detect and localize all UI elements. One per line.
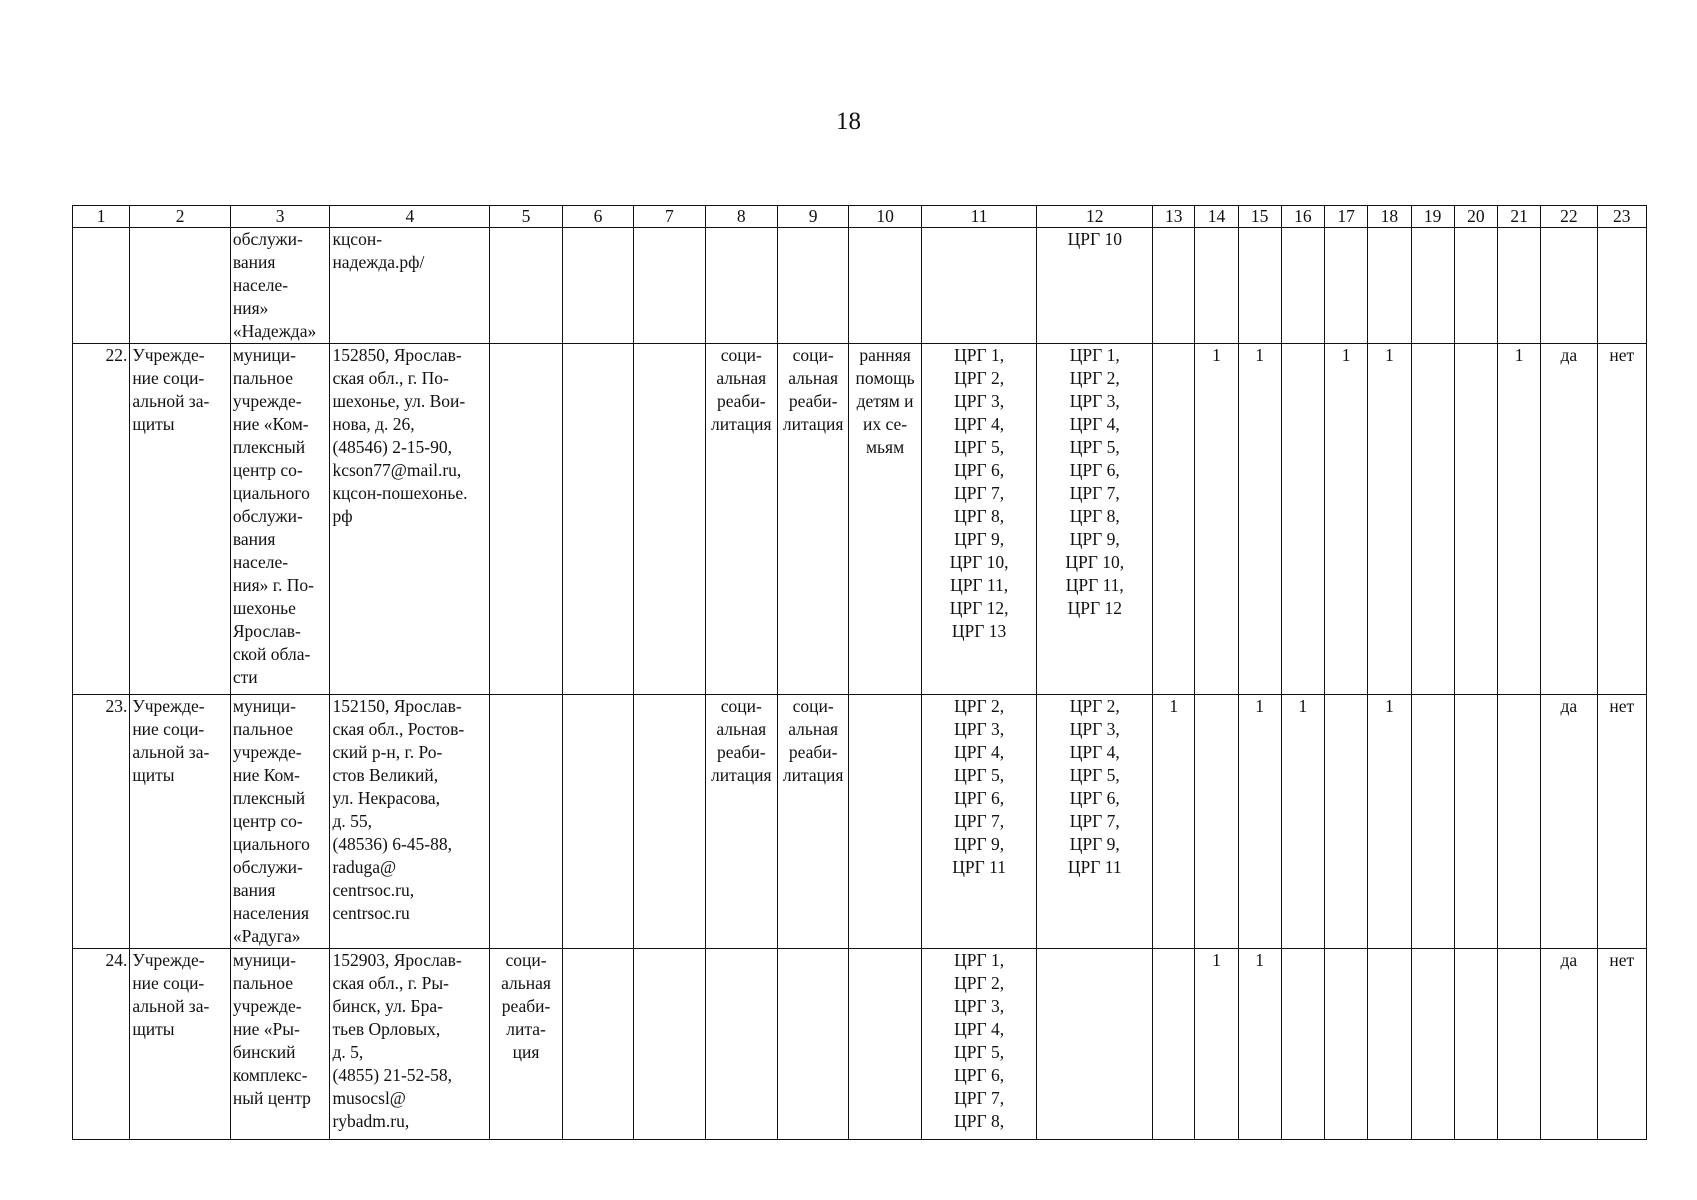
cell-col14: 1: [1195, 949, 1238, 1140]
cell-col8: соци- альная реаби- литация: [705, 695, 777, 949]
cell-col14: 1: [1195, 344, 1238, 695]
cell-col5: [490, 344, 562, 695]
column-number: 1: [73, 206, 130, 228]
cell-number: [73, 228, 130, 344]
cell-col17: [1325, 949, 1368, 1140]
cell-col13: 1: [1153, 695, 1195, 949]
cell-col6: [562, 949, 633, 1140]
cell-address: 152903, Ярослав- ская обл., г. Ры- бинск, ул. Бра- тьев Орловых, д. 5, (4855) 21-52-58, musocsl@ rybadm.ru,: [330, 949, 490, 1140]
cell-groups-12: ЦРГ 2, ЦРГ 3, ЦРГ 4, ЦРГ 5, ЦРГ 6, ЦРГ 7, ЦРГ 9, ЦРГ 11: [1037, 695, 1153, 949]
cell-col22: [1541, 228, 1597, 344]
cell-col10: [849, 949, 921, 1140]
cell-col22: да: [1541, 949, 1597, 1140]
cell-organization: муници- пальное учрежде- ние Ком- плексный центр со- циального обслужи- вания населения «Радуга»: [230, 695, 330, 949]
cell-col21: 1: [1497, 344, 1540, 695]
cell-col6: [562, 695, 633, 949]
cell-type: Учрежде- ние соци- альной за- щиты: [130, 949, 231, 1140]
cell-col15: 1: [1238, 344, 1281, 695]
column-number: 23: [1597, 206, 1646, 228]
cell-col8: [705, 228, 777, 344]
column-number: 22: [1541, 206, 1597, 228]
cell-groups-11: ЦРГ 2, ЦРГ 3, ЦРГ 4, ЦРГ 5, ЦРГ 6, ЦРГ 7, ЦРГ 9, ЦРГ 11: [921, 695, 1037, 949]
cell-col17: [1325, 695, 1368, 949]
cell-col7: [634, 228, 705, 344]
cell-col18: [1368, 949, 1411, 1140]
column-number: 14: [1195, 206, 1238, 228]
cell-groups-11: [921, 228, 1037, 344]
column-number: 16: [1281, 206, 1324, 228]
column-number: 2: [130, 206, 231, 228]
column-number: 17: [1325, 206, 1368, 228]
cell-col19: [1411, 344, 1454, 695]
page-number: 18: [836, 108, 861, 135]
column-number: 3: [230, 206, 330, 228]
cell-col5: [490, 695, 562, 949]
cell-col18: 1: [1368, 695, 1411, 949]
cell-number: 23.: [73, 695, 130, 949]
cell-col18: [1368, 228, 1411, 344]
cell-col22: да: [1541, 695, 1597, 949]
cell-col17: 1: [1325, 344, 1368, 695]
column-number: 9: [777, 206, 848, 228]
cell-col15: 1: [1238, 695, 1281, 949]
cell-address: 152850, Ярослав- ская обл., г. По- шехонье, ул. Вои- нова, д. 26, (48546) 2-15-90, kcson77@mail.ru, кцсон-пошехонье. рф: [330, 344, 490, 695]
cell-col23: [1597, 228, 1646, 344]
column-number: 20: [1454, 206, 1497, 228]
cell-groups-12: [1037, 949, 1153, 1140]
cell-col9: соци- альная реаби- литация: [777, 695, 848, 949]
cell-col16: [1281, 228, 1324, 344]
cell-number: 22.: [73, 344, 130, 695]
table-row: [73, 949, 1647, 1140]
cell-col10: [849, 695, 921, 949]
cell-col14: [1195, 228, 1238, 344]
column-number: 13: [1153, 206, 1195, 228]
cell-col20: [1454, 695, 1497, 949]
cell-col19: [1411, 695, 1454, 949]
cell-col20: [1454, 344, 1497, 695]
cell-col6: [562, 344, 633, 695]
cell-col22: да: [1541, 344, 1597, 695]
cell-col10: [849, 228, 921, 344]
column-number: 11: [921, 206, 1037, 228]
cell-address: кцсон- надежда.рф/: [330, 228, 490, 344]
column-number: 19: [1411, 206, 1454, 228]
table-row-continuation: [73, 228, 1647, 344]
cell-col16: [1281, 949, 1324, 1140]
cell-groups-11: ЦРГ 1, ЦРГ 2, ЦРГ 3, ЦРГ 4, ЦРГ 5, ЦРГ 6, ЦРГ 7, ЦРГ 8,: [921, 949, 1037, 1140]
cell-col9: [777, 949, 848, 1140]
column-number-row: [73, 206, 1647, 228]
cell-col13: [1153, 228, 1195, 344]
cell-groups-11: ЦРГ 1, ЦРГ 2, ЦРГ 3, ЦРГ 4, ЦРГ 5, ЦРГ 6, ЦРГ 7, ЦРГ 8, ЦРГ 9, ЦРГ 10, ЦРГ 11, ЦРГ 12, ЦРГ 13: [921, 344, 1037, 695]
cell-col23: нет: [1597, 949, 1646, 1140]
cell-col21: [1497, 949, 1540, 1140]
cell-col15: [1238, 228, 1281, 344]
cell-col18: 1: [1368, 344, 1411, 695]
cell-groups-12: ЦРГ 10: [1037, 228, 1153, 344]
cell-col7: [634, 344, 705, 695]
cell-col23: нет: [1597, 695, 1646, 949]
column-number: 5: [490, 206, 562, 228]
column-number: 10: [849, 206, 921, 228]
cell-organization: муници- пальное учрежде- ние «Ком- плексный центр со- циального обслужи- вания населе- ния» г. По- шехонье Ярослав- ской обла- сти: [230, 344, 330, 695]
cell-col21: [1497, 228, 1540, 344]
registry-table: [72, 205, 1647, 1140]
cell-col6: [562, 228, 633, 344]
cell-col8: [705, 949, 777, 1140]
cell-groups-12: ЦРГ 1, ЦРГ 2, ЦРГ 3, ЦРГ 4, ЦРГ 5, ЦРГ 6, ЦРГ 7, ЦРГ 8, ЦРГ 9, ЦРГ 10, ЦРГ 11, ЦРГ 12: [1037, 344, 1153, 695]
cell-col23: нет: [1597, 344, 1646, 695]
column-number: 6: [562, 206, 633, 228]
cell-col16: 1: [1281, 695, 1324, 949]
column-number: 12: [1037, 206, 1153, 228]
cell-col13: [1153, 344, 1195, 695]
cell-number: 24.: [73, 949, 130, 1140]
cell-col8: соци- альная реаби- литация: [705, 344, 777, 695]
cell-col19: [1411, 949, 1454, 1140]
cell-col13: [1153, 949, 1195, 1140]
cell-col20: [1454, 949, 1497, 1140]
cell-col5: соци- альная реаби- лита- ция: [490, 949, 562, 1140]
cell-organization: обслужи- вания населе- ния» «Надежда»: [230, 228, 330, 344]
cell-address: 152150, Ярослав- ская обл., Ростов- ский р-н, г. Ро- стов Великий, ул. Некрасова, д. 55, (48536) 6-45-88, raduga@ centrsoc.ru, centrsoc.ru: [330, 695, 490, 949]
column-number: 7: [634, 206, 705, 228]
column-number: 18: [1368, 206, 1411, 228]
cell-col10: ранняя помощь детям и их се- мьям: [849, 344, 921, 695]
cell-col21: [1497, 695, 1540, 949]
cell-col5: [490, 228, 562, 344]
cell-type: [130, 228, 231, 344]
cell-type: Учрежде- ние соци- альной за- щиты: [130, 695, 231, 949]
cell-col16: [1281, 344, 1324, 695]
column-number: 15: [1238, 206, 1281, 228]
column-number: 8: [705, 206, 777, 228]
cell-col19: [1411, 228, 1454, 344]
table-row: [73, 344, 1647, 695]
cell-col9: соци- альная реаби- литация: [777, 344, 848, 695]
cell-col15: 1: [1238, 949, 1281, 1140]
cell-organization: муници- пальное учрежде- ние «Ры- бинский комплекс- ный центр: [230, 949, 330, 1140]
cell-col7: [634, 949, 705, 1140]
column-number: 4: [330, 206, 490, 228]
column-number: 21: [1497, 206, 1540, 228]
cell-col14: [1195, 695, 1238, 949]
cell-col17: [1325, 228, 1368, 344]
table-row: [73, 695, 1647, 949]
cell-type: Учрежде- ние соци- альной за- щиты: [130, 344, 231, 695]
cell-col7: [634, 695, 705, 949]
cell-col20: [1454, 228, 1497, 344]
cell-col9: [777, 228, 848, 344]
